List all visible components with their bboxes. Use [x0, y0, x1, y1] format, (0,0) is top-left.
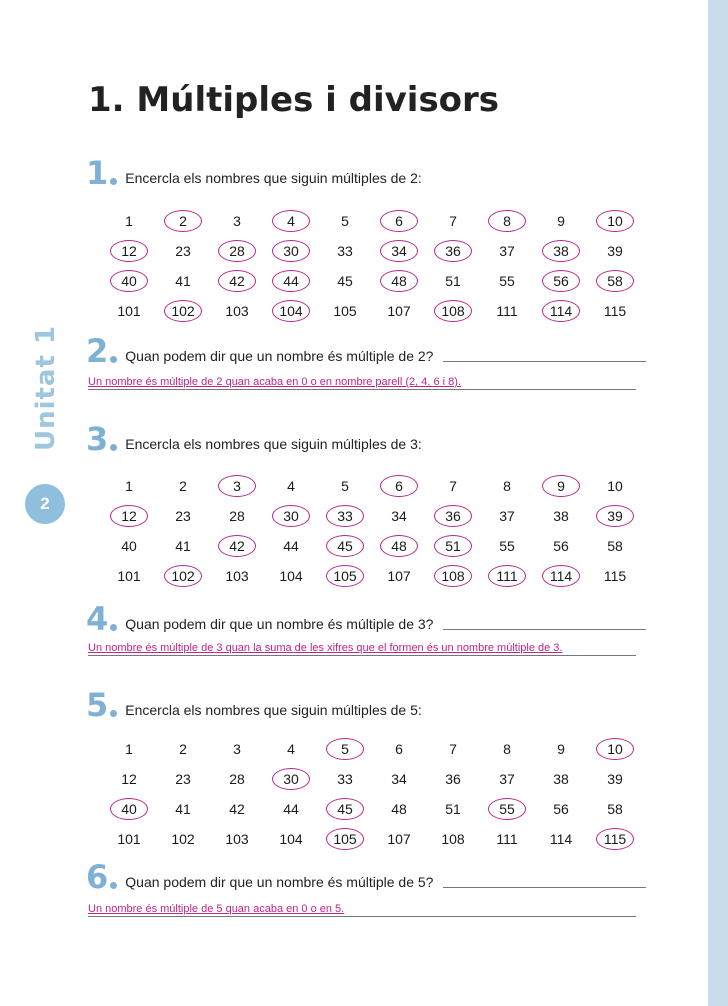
page-number-badge: 2: [25, 484, 65, 524]
number-value: 45: [337, 273, 353, 289]
number-value: 114: [542, 300, 580, 322]
number-value: 28: [229, 771, 245, 787]
number-value: 103: [225, 303, 249, 319]
number-cell-circled[interactable]: [426, 531, 480, 561]
number-value: 28: [218, 240, 256, 262]
number-cell[interactable]: [426, 734, 480, 764]
number-cell[interactable]: [426, 794, 480, 824]
number-value: 103: [225, 831, 249, 847]
number-value: 38: [553, 771, 569, 787]
number-value: 1: [125, 213, 133, 229]
number-cell-circled[interactable]: [102, 794, 156, 824]
number-value: 36: [434, 240, 472, 262]
number-value: 12: [110, 240, 148, 262]
number-value: 28: [229, 508, 245, 524]
number-value: 37: [499, 508, 515, 524]
number-value: 7: [449, 478, 457, 494]
number-cell-circled[interactable]: [534, 471, 588, 501]
exercise-5-number-grid: [102, 734, 642, 854]
number-cell[interactable]: [210, 296, 264, 326]
number-cell[interactable]: [480, 471, 534, 501]
number-cell-circled[interactable]: [588, 734, 642, 764]
number-value: 6: [380, 210, 418, 232]
exercise-4-heading: [86, 600, 646, 638]
number-value: 101: [117, 568, 141, 584]
number-cell[interactable]: [156, 734, 210, 764]
number-cell[interactable]: [264, 531, 318, 561]
number-cell[interactable]: [534, 824, 588, 854]
number-value: 3: [233, 741, 241, 757]
exercise-3-number-grid: [102, 471, 642, 591]
number-cell-circled[interactable]: [426, 561, 480, 591]
number-value: 8: [488, 210, 526, 232]
number-value: 104: [279, 831, 303, 847]
number-value: 10: [607, 478, 623, 494]
number-cell-circled[interactable]: [210, 531, 264, 561]
number-value: 39: [596, 505, 634, 527]
number-cell-circled[interactable]: [372, 531, 426, 561]
number-value: 58: [607, 801, 623, 817]
number-value: 4: [287, 478, 295, 494]
number-cell-circled[interactable]: [264, 764, 318, 794]
number-cell-circled[interactable]: [480, 794, 534, 824]
number-cell-circled[interactable]: [588, 824, 642, 854]
exercise-instruction: Encercla els nombres que siguin múltiples de 5:: [125, 702, 422, 718]
number-cell[interactable]: [588, 561, 642, 591]
number-cell-circled[interactable]: [534, 296, 588, 326]
number-value: 39: [607, 771, 623, 787]
number-cell-circled[interactable]: [264, 266, 318, 296]
number-value: 41: [175, 273, 191, 289]
number-value: 44: [283, 801, 299, 817]
number-value: 10: [596, 738, 634, 760]
number-value: 45: [326, 535, 364, 557]
exercise-2-answer[interactable]: Un nombre és múltiple de 2 quan acaba en 0 o en nombre parell (2, 4, 6 i 8).: [88, 376, 636, 390]
number-value: 101: [117, 303, 141, 319]
number-value: 103: [225, 568, 249, 584]
number-cell[interactable]: [372, 561, 426, 591]
number-value: 30: [272, 505, 310, 527]
number-cell[interactable]: [588, 531, 642, 561]
number-cell-circled[interactable]: [210, 266, 264, 296]
number-cell-circled[interactable]: [534, 236, 588, 266]
number-value: 3: [218, 475, 256, 497]
number-value: 105: [333, 303, 357, 319]
number-value: 108: [441, 831, 465, 847]
number-value: 51: [445, 273, 461, 289]
bullet-dot: [110, 882, 117, 889]
number-value: 7: [449, 213, 457, 229]
number-value: 48: [380, 535, 418, 557]
number-cell-circled[interactable]: [210, 471, 264, 501]
number-cell[interactable]: [156, 531, 210, 561]
number-value: 23: [175, 508, 191, 524]
number-cell[interactable]: [102, 296, 156, 326]
exercise-5-heading: [86, 686, 646, 724]
number-cell[interactable]: [426, 206, 480, 236]
number-cell-circled[interactable]: [102, 266, 156, 296]
number-cell[interactable]: [210, 824, 264, 854]
number-value: 9: [557, 741, 565, 757]
number-value: 56: [553, 538, 569, 554]
number-value: 40: [121, 538, 137, 554]
number-value: 104: [279, 568, 303, 584]
number-value: 34: [391, 771, 407, 787]
number-value: 41: [175, 538, 191, 554]
number-value: 104: [272, 300, 310, 322]
number-cell[interactable]: [372, 734, 426, 764]
number-value: 111: [496, 303, 518, 319]
number-cell[interactable]: [210, 561, 264, 591]
number-cell[interactable]: [210, 501, 264, 531]
number-value: 2: [164, 210, 202, 232]
number-cell[interactable]: [318, 764, 372, 794]
number-cell[interactable]: [102, 764, 156, 794]
number-value: 108: [434, 300, 472, 322]
number-value: 30: [272, 240, 310, 262]
number-cell-circled[interactable]: [426, 501, 480, 531]
number-cell[interactable]: [372, 764, 426, 794]
number-value: 36: [445, 771, 461, 787]
right-edge-band: [708, 0, 728, 1006]
number-cell[interactable]: [102, 206, 156, 236]
number-cell[interactable]: [264, 794, 318, 824]
number-value: 6: [380, 475, 418, 497]
number-cell[interactable]: [534, 531, 588, 561]
number-cell-circled[interactable]: [210, 236, 264, 266]
number-value: 58: [607, 538, 623, 554]
number-value: 111: [496, 831, 518, 847]
number-value: 8: [503, 741, 511, 757]
answer-line: [443, 360, 646, 362]
number-cell-circled[interactable]: [426, 296, 480, 326]
number-value: 37: [499, 243, 515, 259]
exercise-instruction: Encercla els nombres que siguin múltiples de 2:: [125, 170, 422, 186]
number-value: 41: [175, 801, 191, 817]
number-cell[interactable]: [480, 824, 534, 854]
number-cell-circled[interactable]: [318, 734, 372, 764]
number-cell[interactable]: [318, 266, 372, 296]
number-cell[interactable]: [372, 296, 426, 326]
number-cell[interactable]: [102, 824, 156, 854]
exercise-1-number-grid: [102, 206, 642, 326]
number-value: 9: [542, 475, 580, 497]
number-cell-circled[interactable]: [372, 206, 426, 236]
number-cell-circled[interactable]: [264, 296, 318, 326]
number-cell[interactable]: [588, 236, 642, 266]
exercise-number: 5: [86, 686, 109, 724]
number-cell[interactable]: [156, 236, 210, 266]
exercise-question: Quan podem dir que un nombre és múltiple de 5?: [125, 874, 434, 890]
number-cell[interactable]: [210, 734, 264, 764]
number-value: 102: [164, 565, 202, 587]
number-value: 36: [434, 505, 472, 527]
number-value: 105: [326, 565, 364, 587]
exercise-number: 3: [86, 420, 109, 458]
number-value: 48: [391, 801, 407, 817]
number-value: 102: [171, 831, 195, 847]
number-cell-circled[interactable]: [534, 561, 588, 591]
number-cell[interactable]: [426, 764, 480, 794]
number-cell-circled[interactable]: [318, 794, 372, 824]
page-title: 1. Múltiples i divisors: [88, 80, 500, 120]
exercise-instruction: Encercla els nombres que siguin múltiples de 3:: [125, 436, 422, 452]
exercise-3-heading: [86, 420, 646, 458]
number-value: 101: [117, 831, 141, 847]
number-cell-circled[interactable]: [156, 296, 210, 326]
exercise-1-heading: [86, 154, 646, 192]
number-cell-circled[interactable]: [480, 561, 534, 591]
exercise-number: 4: [86, 600, 109, 638]
number-cell-circled[interactable]: [588, 206, 642, 236]
number-cell[interactable]: [372, 824, 426, 854]
number-cell[interactable]: [480, 734, 534, 764]
number-cell-circled[interactable]: [588, 266, 642, 296]
number-cell[interactable]: [588, 296, 642, 326]
number-value: 107: [387, 568, 411, 584]
number-value: 39: [607, 243, 623, 259]
number-value: 51: [434, 535, 472, 557]
number-cell[interactable]: [480, 266, 534, 296]
number-cell[interactable]: [264, 471, 318, 501]
exercise-4-answer[interactable]: Un nombre és múltiple de 3 quan la suma de les xifres que el formen és un nombre múltiple de 3.: [88, 642, 636, 656]
number-value: 115: [603, 568, 627, 584]
number-cell-circled[interactable]: [156, 561, 210, 591]
exercise-question: Quan podem dir que un nombre és múltiple de 2?: [125, 348, 434, 364]
number-cell-circled[interactable]: [480, 206, 534, 236]
number-cell[interactable]: [480, 531, 534, 561]
number-value: 1: [125, 741, 133, 757]
number-cell[interactable]: [372, 794, 426, 824]
number-cell[interactable]: [264, 824, 318, 854]
number-cell[interactable]: [534, 501, 588, 531]
number-value: 114: [549, 831, 573, 847]
number-value: 107: [387, 303, 411, 319]
number-cell[interactable]: [534, 734, 588, 764]
number-cell[interactable]: [156, 471, 210, 501]
number-value: 34: [380, 240, 418, 262]
number-cell[interactable]: [210, 794, 264, 824]
number-cell-circled[interactable]: [534, 266, 588, 296]
number-value: 34: [391, 508, 407, 524]
number-cell-circled[interactable]: [264, 501, 318, 531]
number-value: 4: [287, 741, 295, 757]
number-cell-circled[interactable]: [372, 471, 426, 501]
number-cell[interactable]: [318, 236, 372, 266]
answer-line: [443, 628, 646, 630]
number-cell[interactable]: [210, 206, 264, 236]
number-cell[interactable]: [102, 471, 156, 501]
number-cell[interactable]: [156, 764, 210, 794]
number-cell-circled[interactable]: [264, 236, 318, 266]
number-value: 48: [380, 270, 418, 292]
bullet-dot: [110, 356, 117, 363]
number-value: 102: [164, 300, 202, 322]
number-value: 42: [218, 270, 256, 292]
number-value: 30: [272, 768, 310, 790]
number-value: 38: [553, 508, 569, 524]
number-cell[interactable]: [480, 501, 534, 531]
answer-line: [443, 886, 646, 888]
number-cell[interactable]: [102, 531, 156, 561]
number-cell[interactable]: [318, 471, 372, 501]
number-value: 8: [503, 478, 511, 494]
bullet-dot: [110, 624, 117, 631]
number-cell[interactable]: [480, 764, 534, 794]
number-cell-circled[interactable]: [264, 206, 318, 236]
bullet-dot: [110, 178, 117, 185]
number-cell[interactable]: [534, 206, 588, 236]
number-value: 23: [175, 243, 191, 259]
exercise-6-heading: [86, 858, 646, 896]
number-cell[interactable]: [156, 266, 210, 296]
number-value: 10: [596, 210, 634, 232]
bullet-dot: [110, 710, 117, 717]
number-value: 33: [337, 771, 353, 787]
number-cell[interactable]: [426, 824, 480, 854]
number-cell-circled[interactable]: [588, 501, 642, 531]
number-value: 2: [179, 478, 187, 494]
number-value: 33: [326, 505, 364, 527]
unit-label: Unitat 1: [31, 324, 61, 452]
number-value: 9: [557, 213, 565, 229]
number-cell[interactable]: [102, 561, 156, 591]
number-value: 44: [283, 538, 299, 554]
exercise-6-answer[interactable]: Un nombre és múltiple de 5 quan acaba en 0 o en 5.: [88, 903, 636, 917]
number-cell-circled[interactable]: [318, 824, 372, 854]
number-cell-circled[interactable]: [372, 236, 426, 266]
number-cell[interactable]: [318, 296, 372, 326]
number-cell[interactable]: [156, 824, 210, 854]
number-value: 51: [445, 801, 461, 817]
number-cell[interactable]: [426, 471, 480, 501]
number-cell-circled[interactable]: [426, 236, 480, 266]
exercise-number: 6: [86, 858, 109, 896]
number-value: 42: [218, 535, 256, 557]
number-value: 37: [499, 771, 515, 787]
exercise-question: Quan podem dir que un nombre és múltiple de 3?: [125, 616, 434, 632]
number-value: 58: [596, 270, 634, 292]
number-cell-circled[interactable]: [318, 531, 372, 561]
number-value: 115: [603, 303, 627, 319]
number-value: 38: [542, 240, 580, 262]
number-cell[interactable]: [534, 764, 588, 794]
number-cell[interactable]: [480, 296, 534, 326]
number-value: 44: [272, 270, 310, 292]
number-cell-circled[interactable]: [156, 206, 210, 236]
number-cell[interactable]: [210, 764, 264, 794]
exercise-2-heading: [86, 332, 646, 370]
number-value: 55: [499, 273, 515, 289]
number-cell[interactable]: [156, 794, 210, 824]
number-value: 55: [499, 538, 515, 554]
number-value: 12: [121, 771, 137, 787]
number-value: 114: [542, 565, 580, 587]
number-value: 6: [395, 741, 403, 757]
number-value: 12: [110, 505, 148, 527]
number-cell[interactable]: [426, 266, 480, 296]
number-cell[interactable]: [588, 764, 642, 794]
number-value: 115: [596, 828, 634, 850]
number-cell[interactable]: [588, 471, 642, 501]
number-value: 56: [542, 270, 580, 292]
number-value: 40: [110, 798, 148, 820]
number-value: 5: [326, 738, 364, 760]
number-value: 40: [110, 270, 148, 292]
number-value: 107: [387, 831, 411, 847]
number-cell-circled[interactable]: [318, 561, 372, 591]
number-cell[interactable]: [264, 734, 318, 764]
number-value: 3: [233, 213, 241, 229]
number-cell[interactable]: [480, 236, 534, 266]
number-cell[interactable]: [534, 794, 588, 824]
number-value: 23: [175, 771, 191, 787]
number-cell[interactable]: [588, 794, 642, 824]
bullet-dot: [110, 444, 117, 451]
number-value: 1: [125, 478, 133, 494]
number-value: 42: [229, 801, 245, 817]
number-cell[interactable]: [156, 501, 210, 531]
number-cell[interactable]: [264, 561, 318, 591]
number-cell-circled[interactable]: [372, 266, 426, 296]
number-cell-circled[interactable]: [318, 501, 372, 531]
number-value: 111: [488, 565, 526, 587]
number-cell[interactable]: [102, 734, 156, 764]
exercise-number: 1: [86, 154, 109, 192]
number-value: 56: [553, 801, 569, 817]
number-value: 108: [434, 565, 472, 587]
number-value: 45: [326, 798, 364, 820]
number-value: 5: [341, 478, 349, 494]
number-cell-circled[interactable]: [102, 236, 156, 266]
number-value: 2: [179, 741, 187, 757]
number-value: 55: [488, 798, 526, 820]
number-value: 5: [341, 213, 349, 229]
number-cell[interactable]: [318, 206, 372, 236]
number-value: 105: [326, 828, 364, 850]
number-value: 33: [337, 243, 353, 259]
number-value: 7: [449, 741, 457, 757]
number-cell-circled[interactable]: [102, 501, 156, 531]
number-value: 4: [272, 210, 310, 232]
exercise-number: 2: [86, 332, 109, 370]
number-cell[interactable]: [372, 501, 426, 531]
